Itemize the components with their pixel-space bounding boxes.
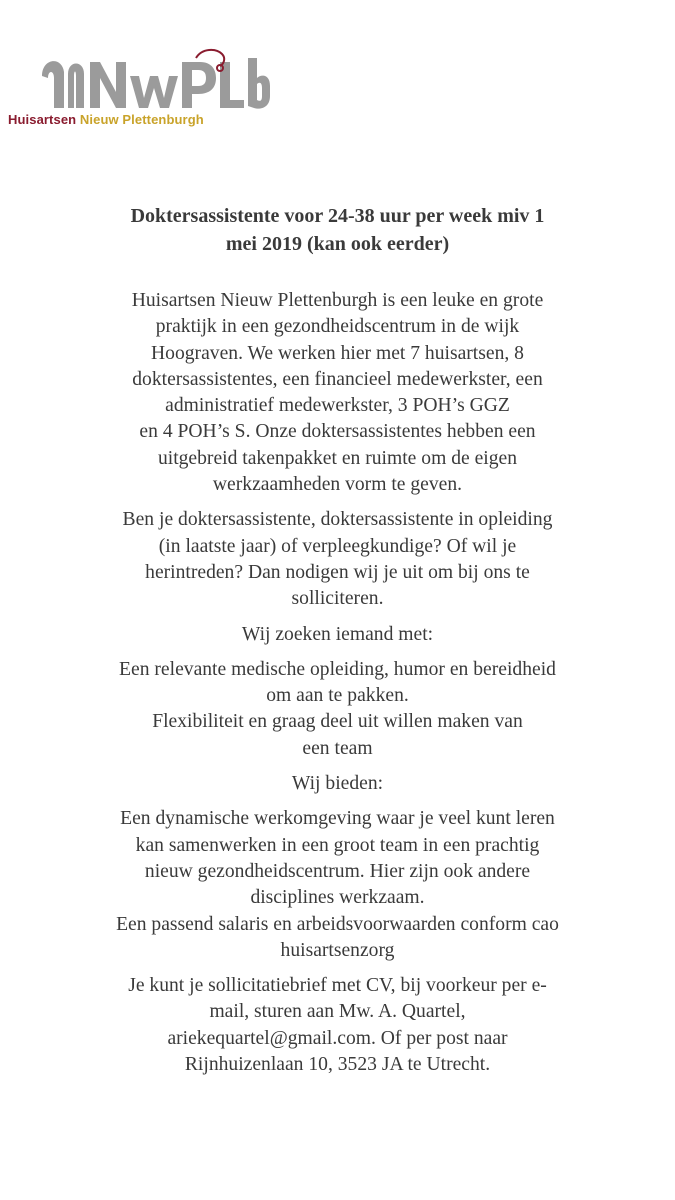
paragraph-seeking-heading <box>50 622 625 648</box>
text-line: herintreden? Dan nodigen wij je uit om bij ons te <box>145 561 530 583</box>
text-line: uitgebreid takenpakket en ruimte om de eigen <box>157 447 518 469</box>
text-line: Wij zoeken iemand met: <box>241 623 434 645</box>
text-line: om aan te pakken. <box>266 685 409 707</box>
paragraph-apply <box>50 973 625 1078</box>
text-line: Flexibiliteit en graag deel uit willen maken van <box>152 711 523 733</box>
logo-subtitle-part2: Nieuw Plettenburgh <box>79 112 204 127</box>
job-title-line: Doktersassistente voor 24-38 uur per week miv 1 <box>130 205 545 227</box>
text-line: nieuw gezondheidscentrum. Hier zijn ook andere <box>144 860 531 882</box>
text-line: Een dynamische werkomgeving waar je veel kunt leren <box>120 808 555 830</box>
text-line: administratief medewerkster, 3 POH’s GGZ <box>165 395 510 417</box>
text-line: Huisartsen Nieuw Plettenburgh is een leuke en grote <box>131 290 544 311</box>
paragraph-offer <box>50 806 625 964</box>
text-line: praktijk in een gezondheidscentrum in de wijk <box>155 316 520 338</box>
paragraph-offer-heading <box>50 771 625 797</box>
paragraph-requirements <box>50 657 625 762</box>
logo-subtitle <box>8 112 204 127</box>
text-line: huisartsenzorg <box>280 939 395 961</box>
nwplb-logo-icon <box>40 48 270 118</box>
text-line: Ben je doktersassistente, doktersassistente in opleiding <box>122 509 553 531</box>
job-title-line: mei 2019 (kan ook eerder) <box>225 233 450 255</box>
text-line: Wij bieden: <box>291 773 384 795</box>
text-line: werkzaamheden vorm te geven. <box>212 474 463 496</box>
paragraph-intro <box>50 288 625 498</box>
text-line: kan samenwerken in een groot team in een prachtig <box>135 834 540 856</box>
text-line: Je kunt je sollicitatiebrief met CV, bij voorkeur per e- <box>128 975 547 997</box>
text-line: (in laatste jaar) of verpleegkundige? Of wil je <box>158 535 517 557</box>
text-line: Rijnhuizenlaan 10, 3523 JA te Utrecht. <box>184 1054 491 1076</box>
text-line: ariekequartel@gmail.com. Of per post naar <box>167 1027 508 1049</box>
text-line: disciplines werkzaam. <box>250 887 425 909</box>
text-line: doktersassistentes, een financieel medewerkster, een <box>132 368 543 390</box>
job-description <box>50 288 625 1087</box>
text-line: en 4 POH’s S. Onze doktersassistentes hebben een <box>139 421 536 443</box>
text-line: solliciteren. <box>291 588 384 610</box>
logo-subtitle-part1: Huisartsen <box>8 112 77 127</box>
text-line: Hoograven. We werken hier met 7 huisartsen, 8 <box>151 342 524 364</box>
text-line: een team <box>302 737 373 759</box>
text-line: mail, sturen aan Mw. A. Quartel, <box>209 1001 466 1023</box>
text-line: Een relevante medische opleiding, humor en bereidheid <box>119 658 556 680</box>
job-title <box>40 202 635 258</box>
paragraph-invitation <box>50 507 625 612</box>
text-line: Een passend salaris en arbeidsvoorwaarden conform cao <box>116 913 559 935</box>
